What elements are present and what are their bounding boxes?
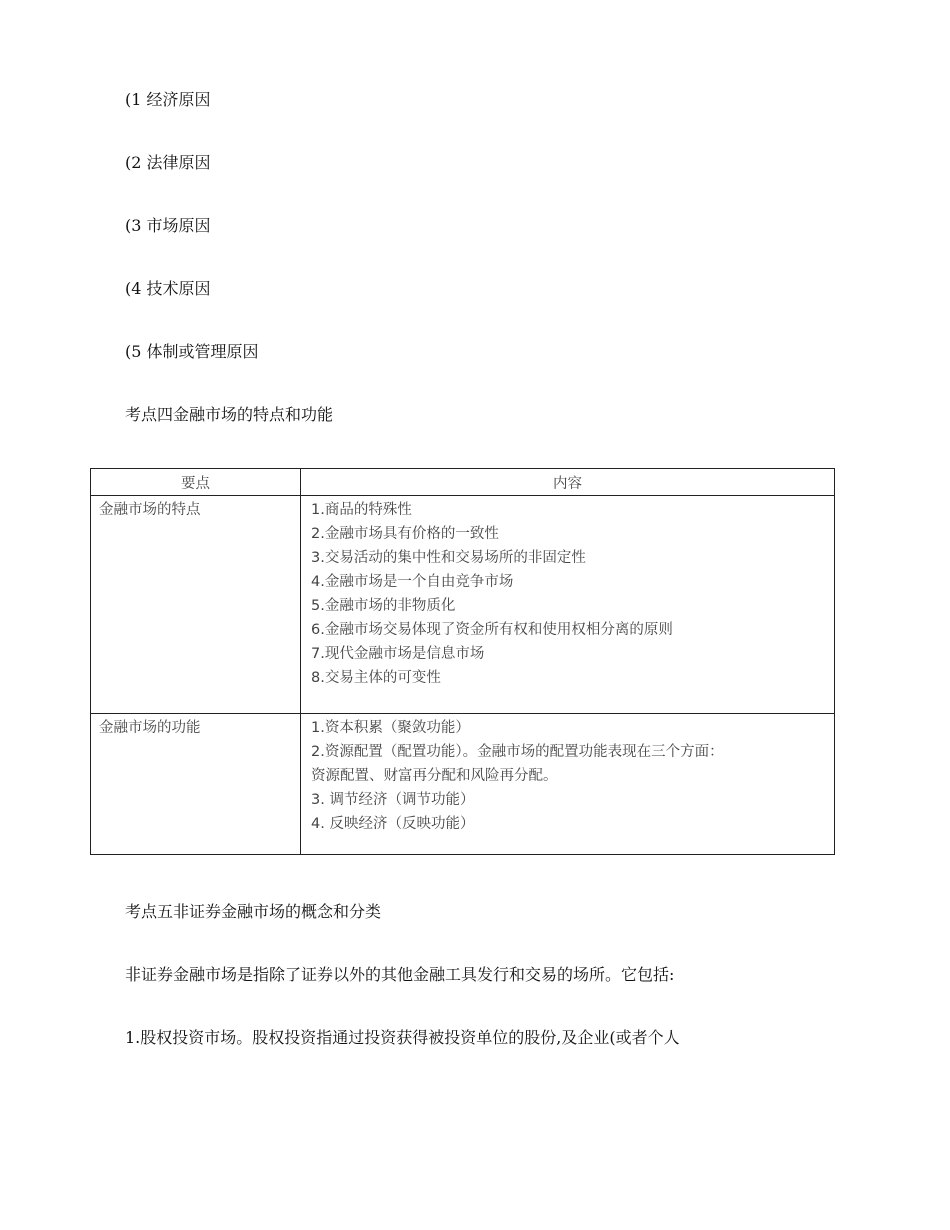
header-content: 内容 bbox=[301, 469, 835, 496]
table-header-row bbox=[91, 469, 835, 496]
cause-market: (3 市场原因 bbox=[125, 216, 211, 235]
function-line: 1.资本积累（聚敛功能） bbox=[311, 720, 470, 736]
cause-institutional: (5 体制或管理原因 bbox=[125, 342, 259, 361]
function-line: 2.资源配置（配置功能）。金融市场的配置功能表现在三个方面： bbox=[311, 744, 724, 760]
feature-line: 7.现代金融市场是信息市场 bbox=[311, 646, 485, 662]
cause-economic: (1 经济原因 bbox=[125, 90, 211, 109]
row-content-functions bbox=[301, 714, 835, 855]
section-heading-4: 考点四金融市场的特点和功能 bbox=[125, 405, 334, 424]
header-key: 要点 bbox=[91, 469, 301, 496]
cause-technical: (4 技术原因 bbox=[125, 279, 211, 298]
intro-paragraph: 非证券金融市场是指除了证券以外的其他金融工具发行和交易的场所。它包括: bbox=[125, 965, 675, 984]
feature-line: 8.交易主体的可变性 bbox=[311, 670, 441, 686]
function-line: 3. 调节经济（调节功能） bbox=[311, 792, 475, 808]
row-key-features: 金融市场的特点 bbox=[91, 496, 301, 714]
table-row bbox=[91, 714, 835, 855]
section-heading-5: 考点五非证券金融市场的概念和分类 bbox=[125, 902, 382, 921]
feature-line: 4.金融市场是一个自由竞争市场 bbox=[311, 574, 514, 590]
feature-line: 5.金融市场的非物质化 bbox=[311, 598, 456, 614]
function-line: 4. 反映经济（反映功能） bbox=[311, 816, 475, 832]
feature-line: 3.交易活动的集中性和交易场所的非固定性 bbox=[311, 550, 586, 566]
row-content-features bbox=[301, 496, 835, 714]
table-row bbox=[91, 496, 835, 714]
feature-line: 2.金融市场具有价格的一致性 bbox=[311, 526, 499, 542]
financial-market-table bbox=[90, 468, 835, 855]
feature-line: 6.金融市场交易体现了资金所有权和使用权相分离的原则 bbox=[311, 622, 673, 638]
feature-line: 1.商品的特殊性 bbox=[311, 502, 412, 518]
function-line: 资源配置、财富再分配和风险再分配。 bbox=[311, 768, 558, 784]
row-key-functions: 金融市场的功能 bbox=[91, 714, 301, 855]
cause-legal: (2 法律原因 bbox=[125, 153, 211, 172]
equity-investment-paragraph: 1.股权投资市场。股权投资指通过投资获得被投资单位的股份,及企业(或者个人 bbox=[125, 1028, 680, 1047]
